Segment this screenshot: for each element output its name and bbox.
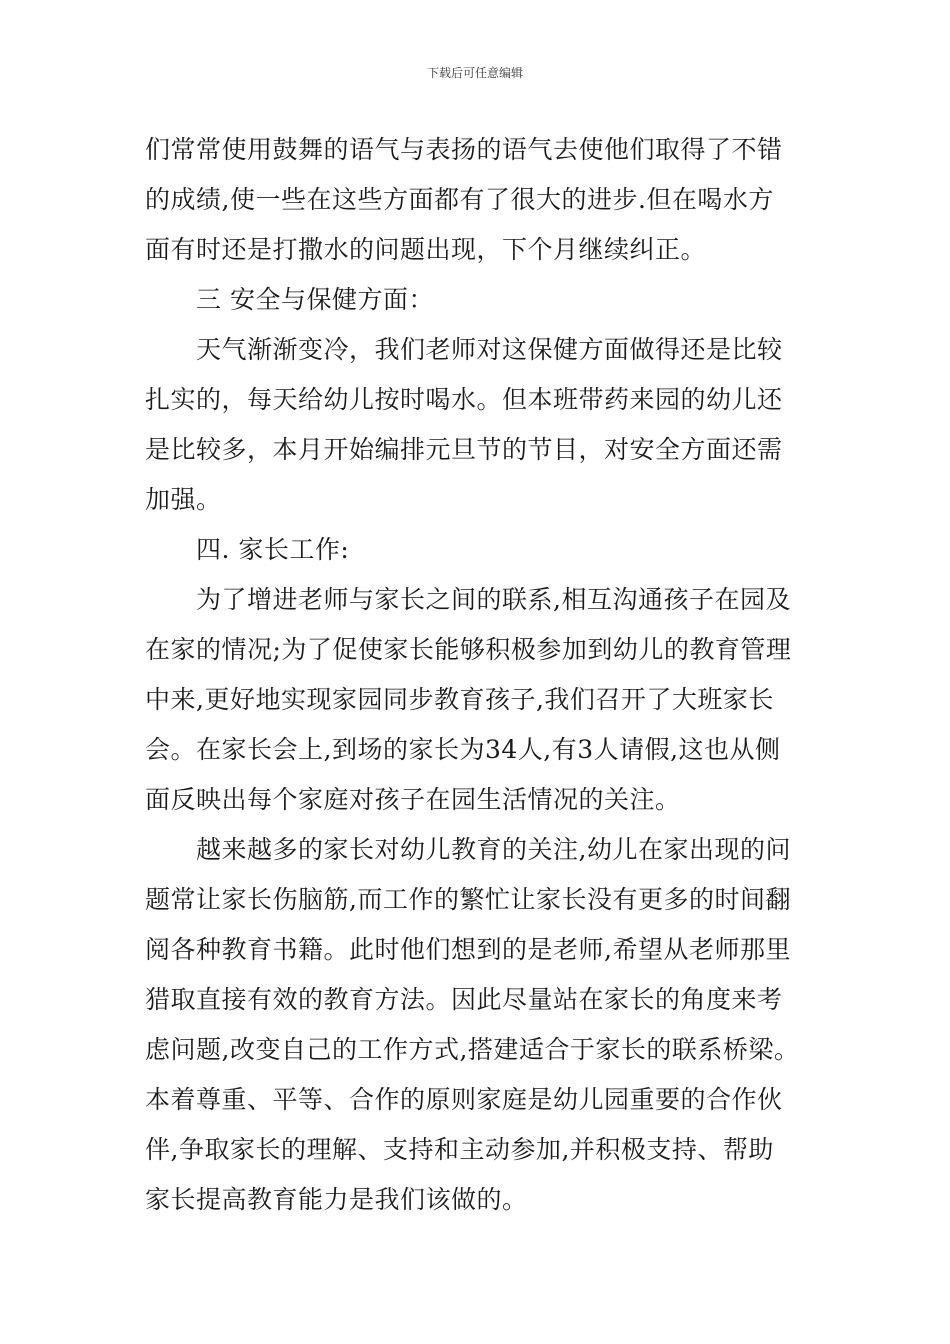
- text-line: 中来,更好地实现家园同步教育孩子,我们召开了大班家长: [145, 685, 774, 714]
- section-heading: 三 安全与保健方面：: [196, 285, 434, 314]
- page-header: 下载后可任意编辑: [426, 66, 523, 80]
- text-line: 面反映出每个家庭对孩子在园生活情况的关注。: [145, 785, 681, 814]
- paragraph-first-line: 天气渐渐变冷，我们老师对这保健方面做得还是比较: [196, 335, 783, 364]
- paragraph-first-line: 越来越多的家长对幼儿教育的关注,幼儿在家出现的问: [196, 835, 791, 864]
- text-line: 扎实的，每天给幼儿按时喝水。但本班带药来园的幼儿还: [145, 385, 783, 414]
- text-line: 虑问题,改变自己的工作方式,搭建适合于家长的联系桥梁。: [145, 1035, 800, 1064]
- text-line: 猎取直接有效的教育方法。因此尽量站在家长的角度来考: [145, 985, 783, 1014]
- text-line: 题常让家长伤脑筋,而工作的繁忙让家长没有更多的时间翻: [145, 885, 791, 914]
- text-line: 在家的情况;为了促使家长能够积极参加到幼儿的教育管理: [145, 635, 792, 664]
- text-line: 伴,争取家长的理解、支持和主动参加,并积极支持、帮助: [145, 1135, 774, 1164]
- text-line: 面有时还是打撒水的问题出现，下个月继续纠正。: [145, 235, 707, 264]
- section-heading: 四. 家长工作:: [196, 535, 350, 564]
- text-line: 是比较多，本月开始编排元旦节的节目，对安全方面还需: [145, 435, 783, 464]
- text-line: 加强。: [145, 485, 222, 514]
- text-line: 的成绩,使一些在这些方面都有了很大的进步.但在喝水方: [145, 185, 774, 214]
- text-line: 会。在家长会上,到场的家长为34人,有3人请假,这也从侧: [145, 735, 781, 764]
- text-line: 们常常使用鼓舞的语气与表扬的语气去使他们取得了不错: [145, 135, 783, 164]
- text-line: 家长提高教育能力是我们该做的。: [145, 1185, 528, 1214]
- text-line: 阅各种教育书籍。此时他们想到的是老师,希望从老师那里: [145, 935, 791, 964]
- paragraph-first-line: 为了增进老师与家长之间的联系,相互沟通孩子在园及: [196, 585, 791, 614]
- text-line: 本着尊重、平等、合作的原则家庭是幼儿园重要的合作伙: [145, 1085, 783, 1114]
